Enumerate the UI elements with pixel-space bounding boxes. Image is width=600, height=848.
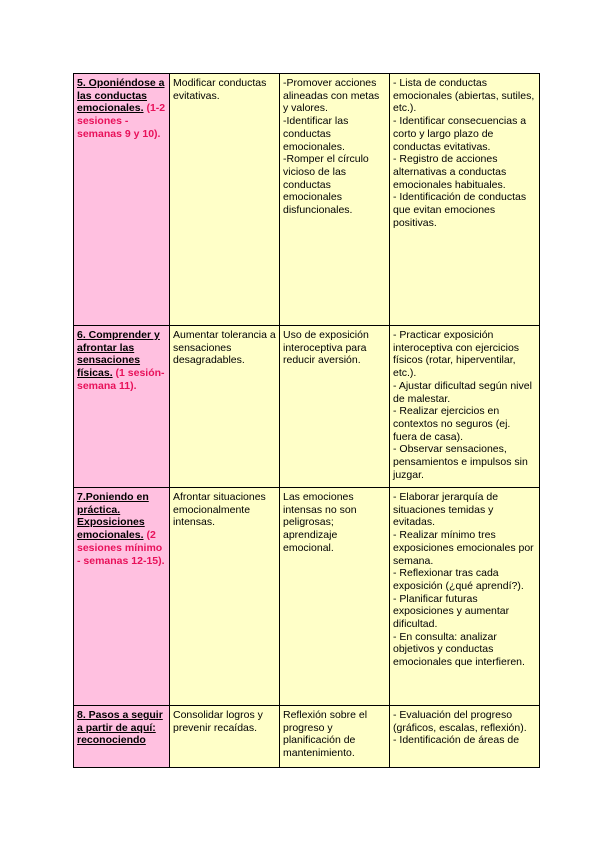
objective-text: Aumentar tolerancia a sensaciones desagradables. xyxy=(173,329,276,367)
content-cell xyxy=(280,326,390,488)
phase-sessions-note: (1-2 sesiones - semanas 9 y 10). xyxy=(77,102,166,140)
objective-cell xyxy=(170,326,280,488)
content-line: Uso de exposición interoceptiva para reducir aversión. xyxy=(283,329,369,367)
task-line: - Evaluación del progreso (gráficos, escalas, reflexión). xyxy=(393,709,527,734)
table-body xyxy=(74,74,540,768)
objective-text: Afrontar situaciones emocionalmente intensas. xyxy=(173,491,266,529)
content-cell xyxy=(280,488,390,706)
content-line: Las emociones intensas no son peligrosas; aprendizaje emocional. xyxy=(283,491,357,554)
phase-title: 5. Oponiéndose a las conductas emocionales. xyxy=(77,77,165,115)
phase-sessions-note: (1 sesión- semana 11). xyxy=(77,367,165,392)
objective-cell xyxy=(170,706,280,768)
tasks-cell xyxy=(390,706,540,768)
task-line: - Elaborar jerarquía de situaciones temidas y evitadas. xyxy=(393,491,499,529)
objective-text: Modificar conductas evitativas. xyxy=(173,77,267,102)
task-line: - Realizar mínimo tres exposiciones emocionales por semana. xyxy=(393,529,534,567)
content-line: -Identificar las conductas emocionales. xyxy=(283,115,349,153)
content-cell xyxy=(280,706,390,768)
phase-cell xyxy=(74,706,170,768)
objective-text: Consolidar logros y prevenir recaídas. xyxy=(173,709,263,734)
task-line: - Lista de conductas emocionales (abiertas, sutiles, etc.). xyxy=(393,77,535,115)
objective-cell xyxy=(170,74,280,326)
task-line: - Practicar exposición interoceptiva con ejercicios físicos (rotar, hiperventilar, etc.). xyxy=(393,329,520,380)
task-line: - Planificar futuras exposiciones y aumentar dificultad. xyxy=(393,592,510,631)
treatment-plan-table xyxy=(73,73,540,768)
tasks-cell xyxy=(390,326,540,488)
task-line: - Identificar consecuencias a corto y largo plazo de conductas evitativas. xyxy=(393,115,527,153)
task-line: - En consulta: analizar objetivos y conductas emocionales que interfieren. xyxy=(393,630,525,669)
phase-cell xyxy=(74,74,170,326)
table-row xyxy=(74,74,540,326)
phase-sessions-note: (2 sesiones mínimo - semanas 12-15). xyxy=(77,529,165,567)
content-line: -Romper el círculo vicioso de las conductas emocionales disfuncionales. xyxy=(283,153,369,217)
task-line: - Registro de acciones alternativas a conductas emocionales habituales. xyxy=(393,153,507,191)
task-line: - Identificación de conductas que evitan emociones positivas. xyxy=(393,191,527,229)
table-row xyxy=(74,706,540,768)
task-line: - Realizar ejercicios en contextos no seguros (ej. fuera de casa). xyxy=(393,405,511,443)
task-line: - Reflexionar tras cada exposición (¿qué aprendí?). xyxy=(393,567,524,592)
table-row xyxy=(74,488,540,706)
task-line: - Ajustar dificultad según nivel de malestar. xyxy=(393,379,532,405)
content-line: Reflexión sobre el progreso y planificación de mantenimiento. xyxy=(283,709,368,760)
phase-title: 8. Pasos a seguir a partir de aquí: reconociendo xyxy=(77,709,163,747)
task-line: - Identificación de áreas de xyxy=(393,734,520,747)
phase-cell xyxy=(74,326,170,488)
phase-title: 7.Poniendo en práctica. Exposiciones emocionales. xyxy=(77,491,149,542)
content-line: -Promover acciones alineadas con metas y valores. xyxy=(283,77,380,115)
objective-cell xyxy=(170,488,280,706)
table-row xyxy=(74,326,540,488)
task-line: - Observar sensaciones, pensamientos e impulsos sin juzgar. xyxy=(393,443,528,481)
content-cell xyxy=(280,74,390,326)
phase-title: 6. Comprender y afrontar las sensaciones físicas. xyxy=(77,329,160,380)
tasks-cell xyxy=(390,488,540,706)
phase-cell xyxy=(74,488,170,706)
tasks-cell xyxy=(390,74,540,326)
